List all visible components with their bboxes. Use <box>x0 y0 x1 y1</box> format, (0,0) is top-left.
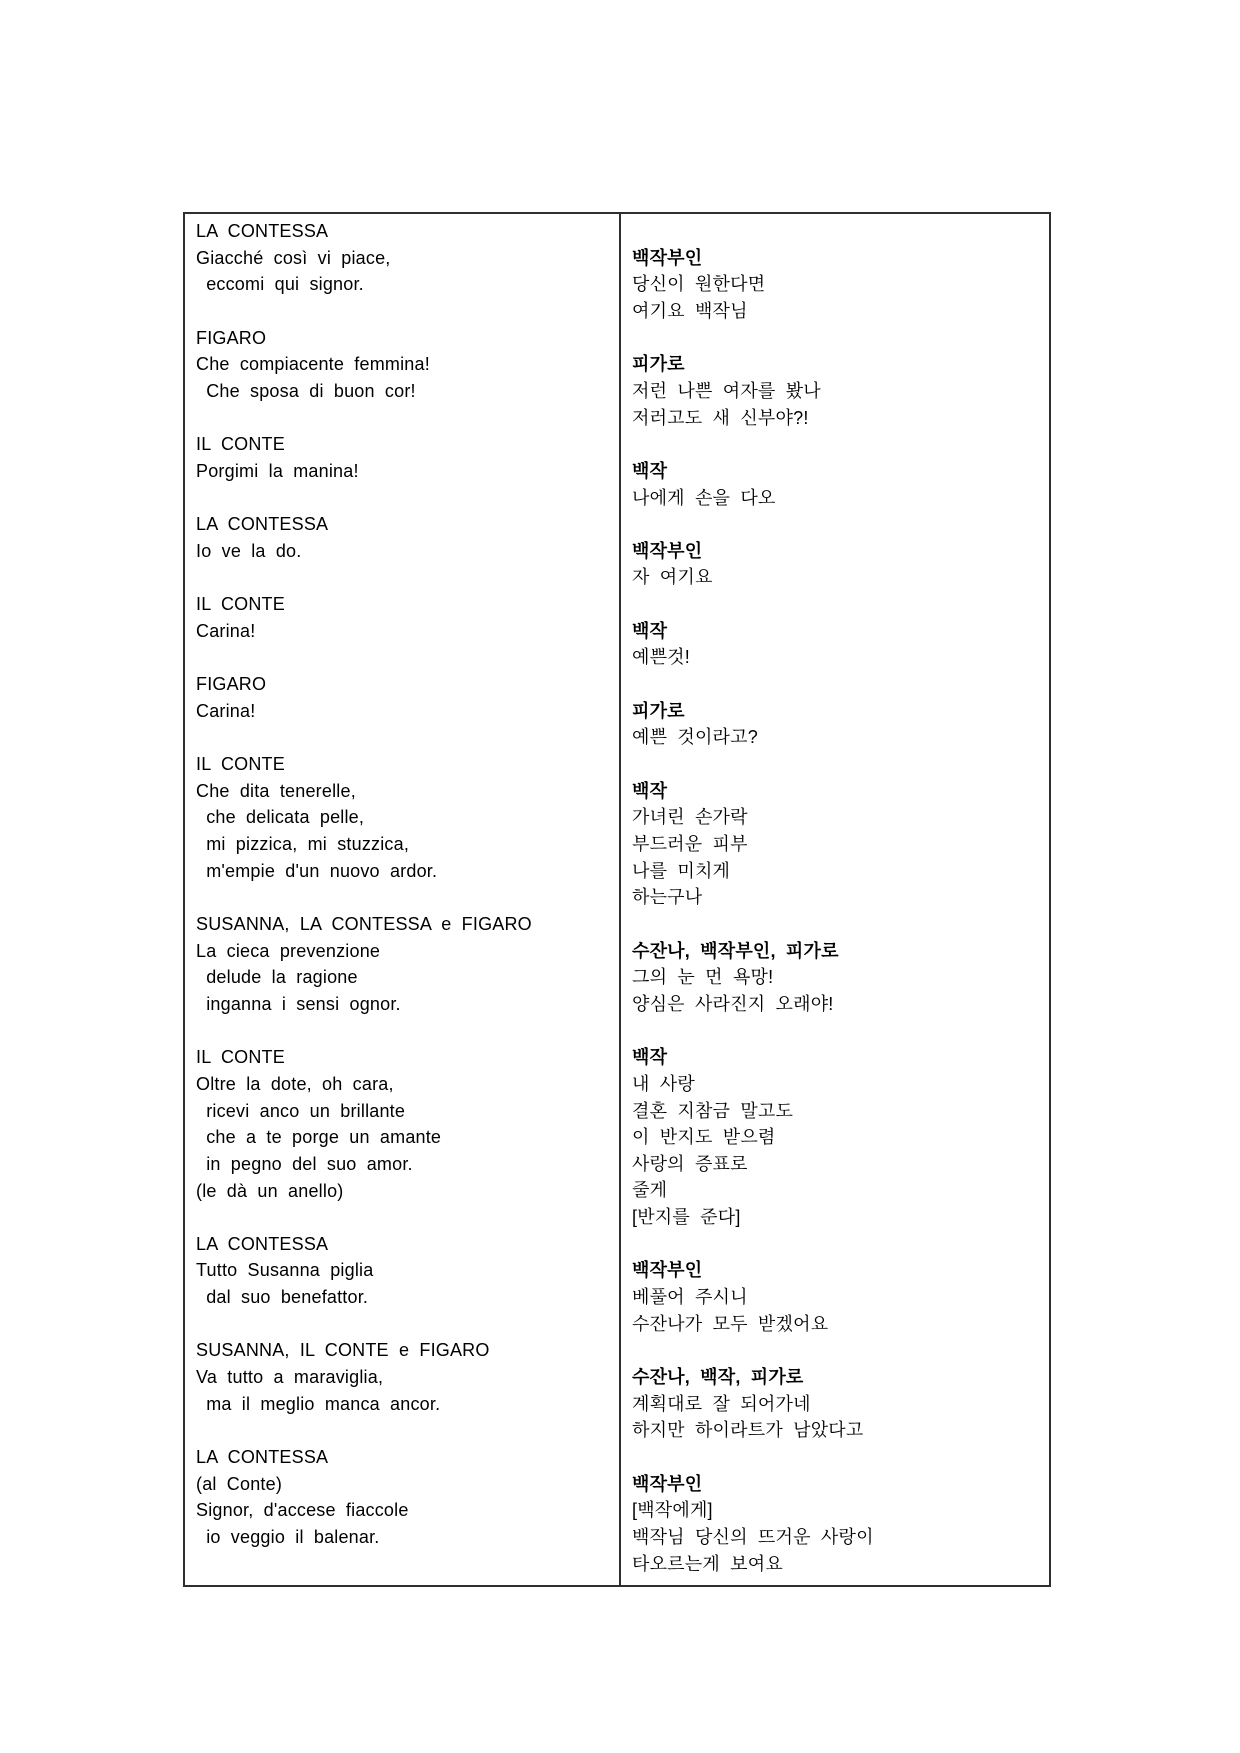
dialogue-block <box>632 1044 1039 1231</box>
lyric-line: Che sposa di buon cor! <box>196 380 416 401</box>
speaker-name: IL CONTE <box>196 434 285 455</box>
lyric-line: 그의 눈 먼 욕망! <box>632 967 774 988</box>
lyric-line: 예쁜 것이라고? <box>632 727 758 748</box>
speaker-name: IL CONTE <box>196 1047 285 1068</box>
speaker-name: LA CONTESSA <box>196 1233 329 1254</box>
libretto-table <box>183 212 1051 1587</box>
lyric-line: Porgimi la manina! <box>196 460 359 481</box>
dialogue-block <box>632 538 1039 591</box>
dialogue-block <box>632 458 1039 511</box>
dialogue-block <box>632 938 1039 1018</box>
lyric-line: 백작님 당신의 뜨거운 사랑이 <box>632 1526 874 1547</box>
speaker-name: IL CONTE <box>196 594 285 615</box>
lyric-line: (al Conte) <box>196 1473 283 1494</box>
lyric-line: inganna i sensi ognor. <box>196 993 401 1014</box>
speaker-name: 백작 <box>632 620 668 641</box>
speaker-name: 백작부인 <box>632 540 703 561</box>
lyric-line: 예쁜것! <box>632 647 690 668</box>
lyric-line: 계획대로 잘 되어가네 <box>632 1393 811 1414</box>
lyric-line: dal suo benefattor. <box>196 1287 369 1308</box>
lyric-line: 베풀어 주시니 <box>632 1287 748 1308</box>
dialogue-block <box>632 698 1039 751</box>
speaker-name: 백작부인 <box>632 1260 703 1281</box>
lyric-line: 결혼 지참금 말고도 <box>632 1100 794 1121</box>
lyric-line: Carina! <box>196 700 256 721</box>
lyric-line: 자 여기요 <box>632 567 713 588</box>
lyric-line: 저러고도 새 신부야?! <box>632 407 809 428</box>
lyric-line: Che compiacente femmina! <box>196 354 430 375</box>
dialogue-block <box>632 245 1039 325</box>
speaker-name: 피가로 <box>632 700 685 721</box>
speaker-name: 피가로 <box>632 354 685 375</box>
speaker-name: FIGARO <box>196 327 267 348</box>
lyric-line: La cieca prevenzione <box>196 940 381 961</box>
dialogue-block <box>632 1364 1039 1444</box>
dialogue-block <box>196 431 609 484</box>
dialogue-block <box>632 1257 1039 1337</box>
lyric-line: 여기요 백작님 <box>632 300 748 321</box>
dialogue-block <box>632 618 1039 671</box>
dialogue-block <box>632 778 1039 911</box>
speaker-name: 백작부인 <box>632 1473 703 1494</box>
lyric-line: m'empie d'un nuovo ardor. <box>196 860 438 881</box>
speaker-name: SUSANNA, IL CONTE e FIGARO <box>196 1340 490 1361</box>
dialogue-block <box>196 1231 609 1311</box>
lyric-line: (le dà un anello) <box>196 1180 344 1201</box>
lyric-line: delude la ragione <box>196 967 358 988</box>
dialogue-block <box>196 1044 609 1204</box>
dialogue-block <box>196 751 609 884</box>
dialogue-block <box>632 1471 1039 1578</box>
lyric-line: Che dita tenerelle, <box>196 780 356 801</box>
lyric-line: Giacché così vi piace, <box>196 247 391 268</box>
speaker-name: LA CONTESSA <box>196 514 329 535</box>
speaker-name: FIGARO <box>196 674 267 695</box>
lyric-line: 수잔나가 모두 받겠어요 <box>632 1313 829 1334</box>
dialogue-block <box>196 1337 609 1417</box>
dialogue-block <box>196 1444 609 1551</box>
speaker-name: LA CONTESSA <box>196 1447 329 1468</box>
lyric-line: 내 사랑 <box>632 1073 695 1094</box>
speaker-name: 백작 <box>632 780 668 801</box>
lyric-line: 저런 나쁜 여자를 봤나 <box>632 380 821 401</box>
lyric-line: che a te porge un amante <box>196 1127 442 1148</box>
lyric-line: 하지만 하이라트가 남았다고 <box>632 1420 864 1441</box>
dialogue-block <box>196 591 609 644</box>
speaker-name: 백작 <box>632 460 668 481</box>
lyric-line: [백작에게] <box>632 1500 713 1521</box>
lyric-line: 이 반지도 받으렴 <box>632 1127 776 1148</box>
dialogue-block <box>196 218 609 298</box>
lyric-line: 줄게 <box>632 1180 668 1201</box>
lyric-line: Io ve la do. <box>196 540 302 561</box>
speaker-name: SUSANNA, LA CONTESSA e FIGARO <box>196 913 532 934</box>
lyric-line: 당신이 원한다면 <box>632 274 766 295</box>
dialogue-block <box>196 511 609 564</box>
lyric-line: ricevi anco un brillante <box>196 1100 406 1121</box>
speaker-name: LA CONTESSA <box>196 221 329 241</box>
lyric-line: 나를 미치게 <box>632 860 731 881</box>
lyric-line: io veggio il balenar. <box>196 1526 380 1547</box>
dialogue-block <box>196 671 609 724</box>
lyric-line: mi pizzica, mi stuzzica, <box>196 834 410 854</box>
dialogue-block <box>196 911 609 1018</box>
speaker-name: 수잔나, 백작부인, 피가로 <box>632 940 839 961</box>
lyric-line: 부드러운 피부 <box>632 833 748 854</box>
lyric-line: 나에게 손을 다오 <box>632 487 776 508</box>
lyric-line: Signor, d'accese fiaccole <box>196 1500 409 1521</box>
speaker-name: 수잔나, 백작, 피가로 <box>632 1367 804 1388</box>
lyric-line: in pegno del suo amor. <box>196 1153 413 1174</box>
speaker-name: 백작 <box>632 1047 668 1068</box>
dialogue-block <box>632 351 1039 431</box>
lyric-line: Tutto Susanna piglia <box>196 1260 374 1281</box>
speaker-name: 백작부인 <box>632 247 703 268</box>
lyric-line: eccomi qui signor. <box>196 274 364 295</box>
korean-column <box>619 214 1049 1585</box>
italian-column <box>185 214 619 1585</box>
lyric-line: Oltre la dote, oh cara, <box>196 1073 394 1094</box>
lyric-line: 하는구나 <box>632 887 703 908</box>
lyric-line: Carina! <box>196 620 256 641</box>
lyric-line: 사랑의 증표로 <box>632 1153 748 1174</box>
lyric-line: che delicata pelle, <box>196 807 365 828</box>
lyric-line: [반지를 준다] <box>632 1207 741 1228</box>
lyric-line: 양심은 사라진지 오래야! <box>632 993 834 1014</box>
speaker-name: IL CONTE <box>196 754 285 775</box>
lyric-line: ma il meglio manca ancor. <box>196 1393 441 1414</box>
dialogue-block <box>196 325 609 405</box>
lyric-line: Va tutto a maraviglia, <box>196 1367 384 1388</box>
lyric-line: 타오르는게 보여요 <box>632 1553 783 1574</box>
lyric-line: 가녀린 손가락 <box>632 807 748 828</box>
